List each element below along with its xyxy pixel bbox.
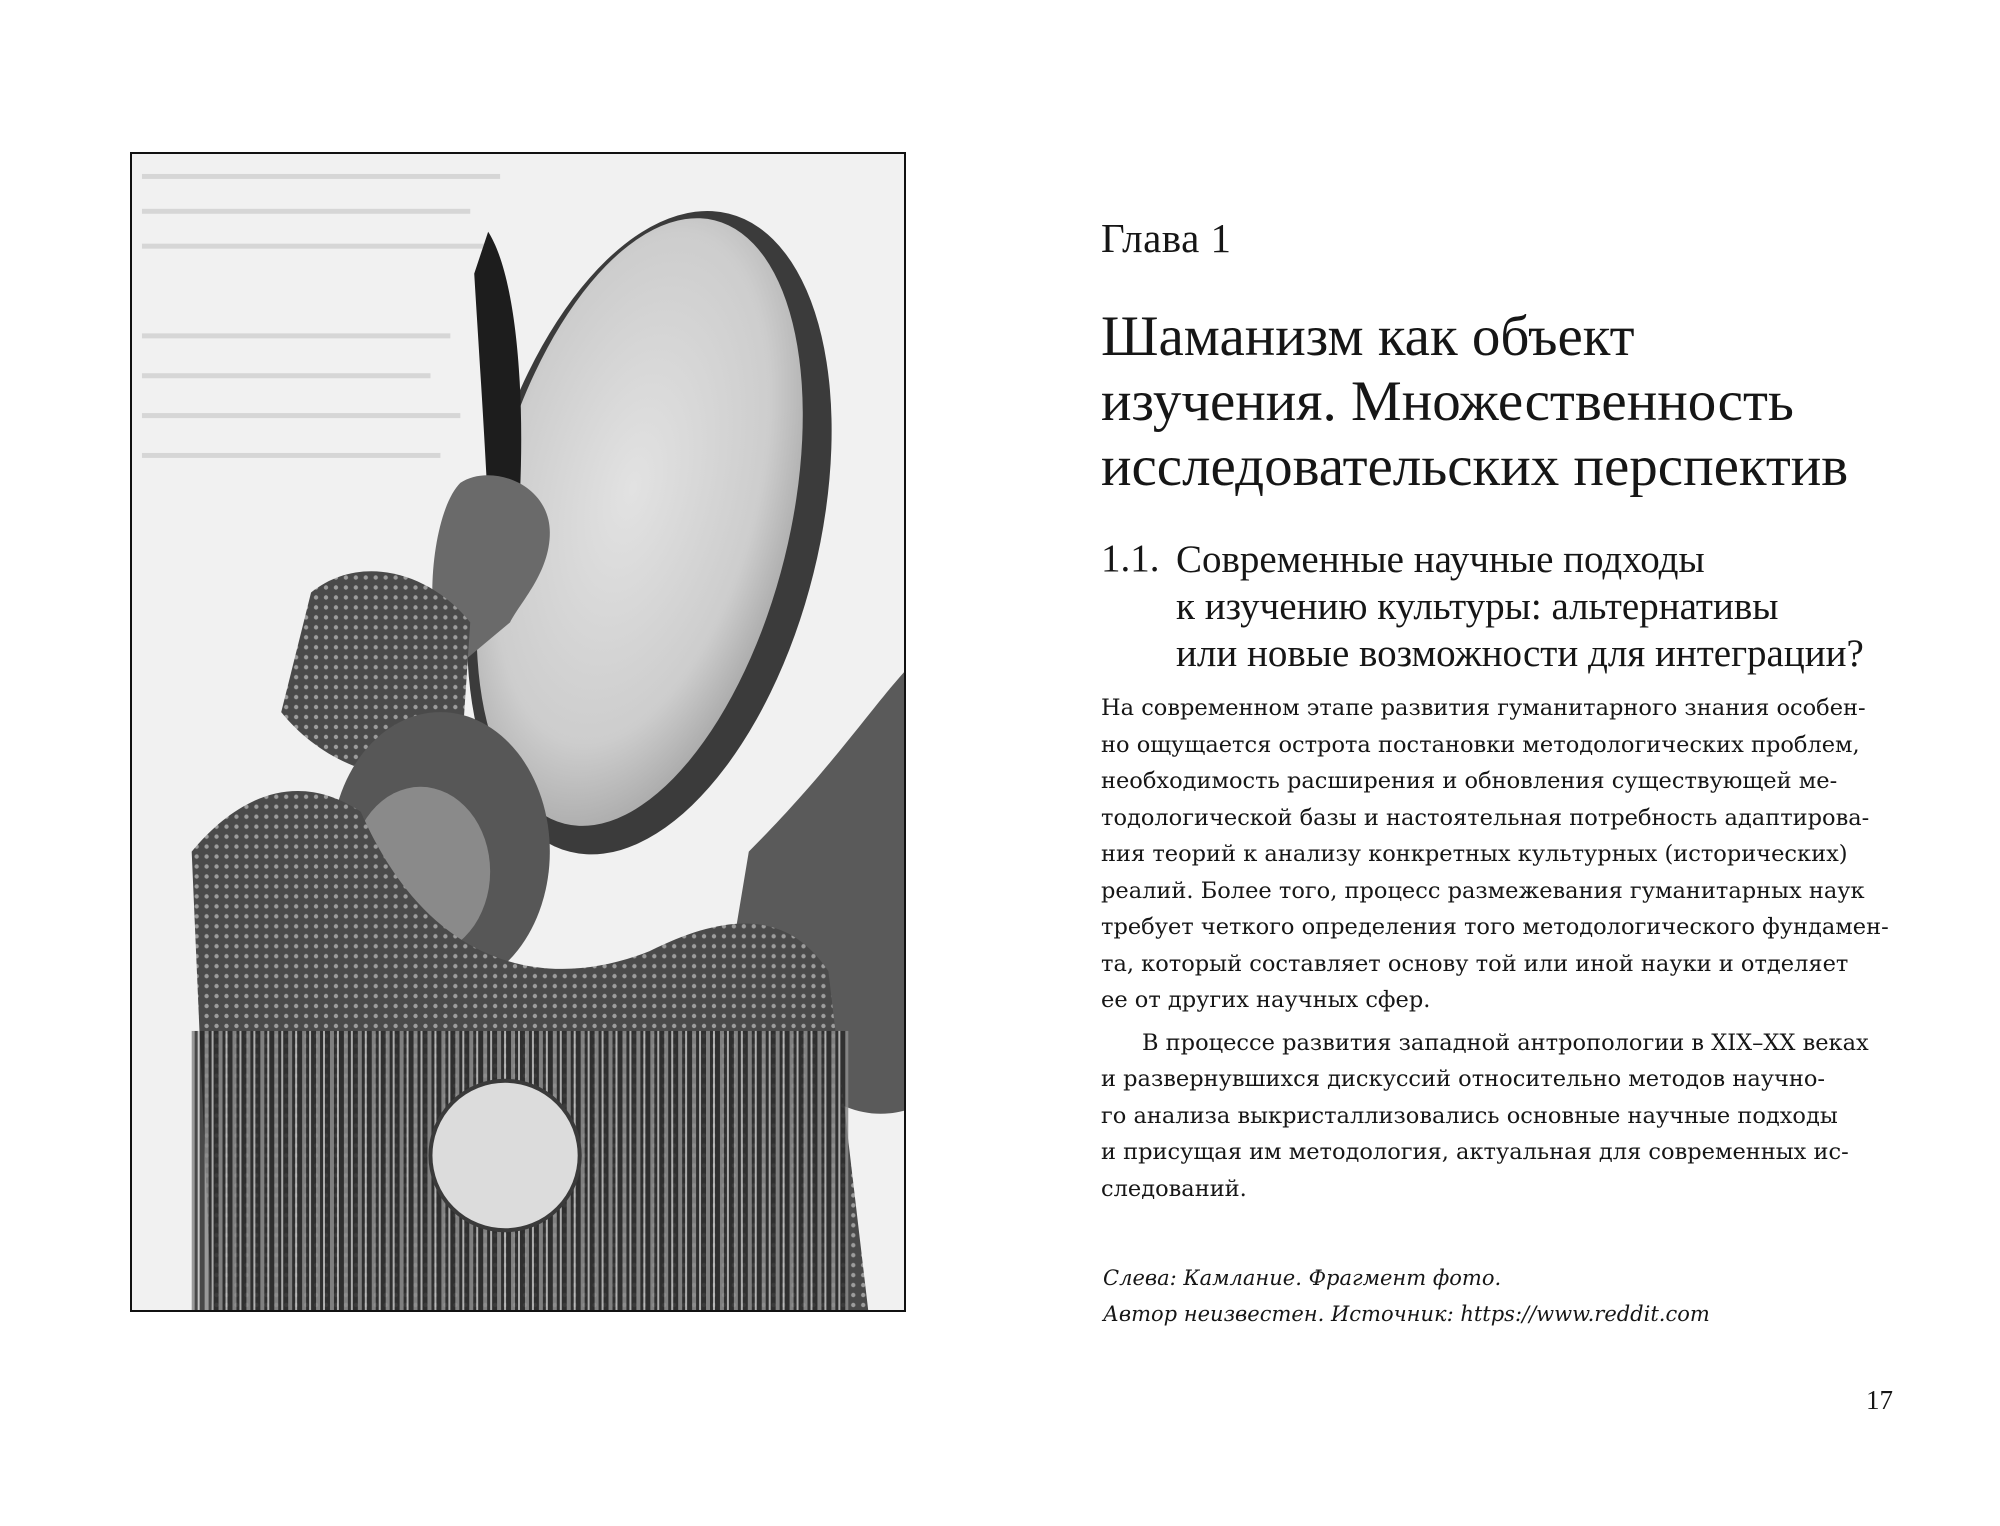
text-line: ее от других научных сфер. — [1101, 987, 1431, 1013]
paragraph-2 — [1101, 1025, 1905, 1208]
section-title-line: или новые возможности для интеграции? — [1176, 632, 1864, 675]
text-line: ния теорий к анализу конкретных культурных (исторических) — [1101, 841, 1848, 867]
text-line: го анализа выкристаллизовались основные научные подходы — [1101, 1102, 1838, 1129]
section-number: 1.1. — [1101, 537, 1160, 580]
caption-line: Автор неизвестен. Источник: https://www.reddit.com — [1103, 1302, 1710, 1326]
text-line: требует четкого определения того методологического фундамен- — [1101, 914, 1889, 940]
chapter-title-line: исследовательских перспектив — [1101, 435, 1849, 498]
text-line: В процессе развития западной антропологии в XIX–XX веках — [1142, 1029, 1869, 1056]
shaman-drum-illustration — [132, 154, 904, 1310]
chapter-title — [1101, 304, 1848, 499]
chapter-label: Глава 1 — [1101, 215, 1232, 261]
page-number: 17 — [1866, 1385, 1893, 1415]
caption-line: Слева: Камлание. Фрагмент фото. — [1103, 1266, 1502, 1290]
section-title-line: к изучению культуры: альтернативы — [1176, 585, 1779, 628]
chapter-title-line: изучения. Множественность — [1101, 370, 1794, 433]
text-line: необходимость расширения и обновления существующей ме- — [1101, 768, 1838, 794]
text-line: следований. — [1101, 1175, 1247, 1202]
text-line: тодологической базы и настоятельная потребность адаптирова- — [1101, 804, 1870, 831]
section-title — [1176, 536, 1864, 677]
chapter-title-line: Шаманизм как объект — [1101, 305, 1635, 368]
text-line: и присущая им методология, актуальная для современных ис- — [1101, 1139, 1849, 1165]
photo-caption — [1103, 1260, 1710, 1332]
text-line: реалий. Более того, процесс размежевания гуманитарных наук — [1101, 877, 1865, 904]
section-title-line: Современные научные подходы — [1176, 538, 1705, 581]
text-line: На современном этапе развития гуманитарного знания особен- — [1101, 695, 1866, 721]
text-line: но ощущается острота постановки методологических проблем, — [1101, 731, 1860, 758]
shaman-photo — [130, 152, 906, 1312]
body-text — [1101, 690, 1905, 1207]
text-line: та, который составляет основу той или иной науки и отделяет — [1101, 950, 1849, 977]
paragraph-1 — [1101, 690, 1905, 1019]
text-line: и развернувшихся дискуссий относительно методов научно- — [1101, 1066, 1826, 1092]
